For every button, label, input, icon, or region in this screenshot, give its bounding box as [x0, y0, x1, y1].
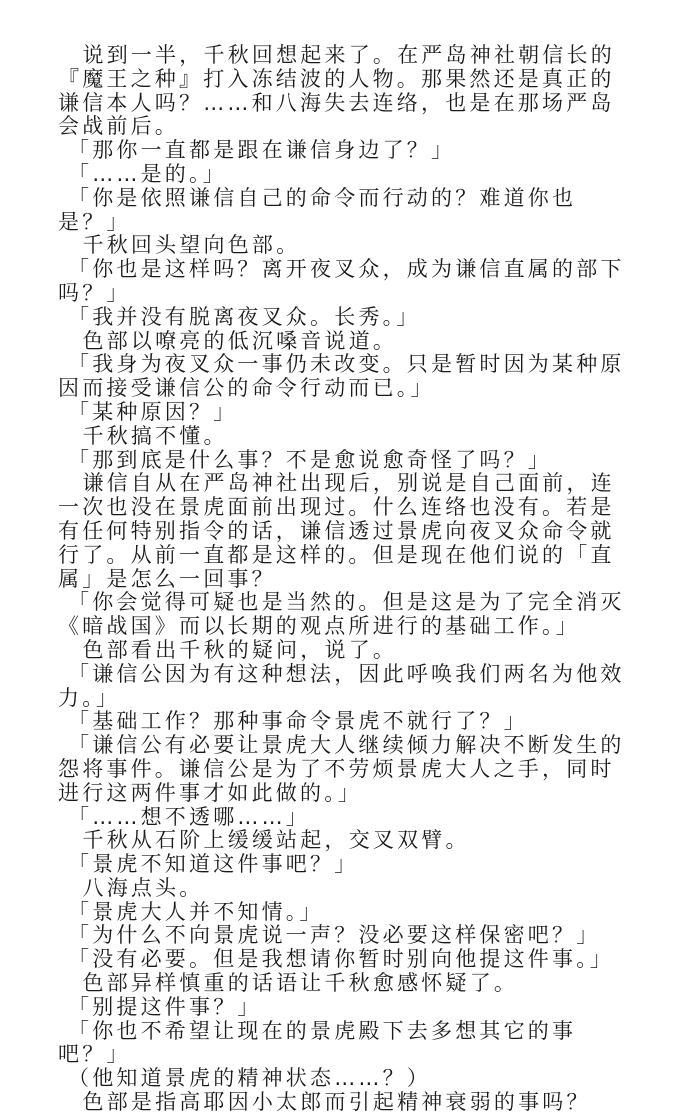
dialog-line: 「那你一直都是跟在谦信身边了？」 [68, 138, 456, 163]
dialog-line: 「没有必要。但是我想请你暂时别向他提这件事。」 [68, 947, 615, 972]
dialog-line: 「为什么不向景虎说一声？没必要这样保密吧？」 [68, 923, 601, 948]
dialog-line: 「我身为夜叉众一事仍未改变。只是暂时因为某种原因而接受谦信公的命令行动而已。」 [58, 352, 625, 401]
dialog-line: 「你是依照谦信自己的命令而行动的？难道你也是？」 [58, 185, 577, 234]
dialog-line: 「某种原因？」 [68, 399, 238, 424]
dialog-line: 「……是的。」 [68, 161, 227, 186]
dialog-line: 「基础工作？那种事命令景虎不就行了？」 [68, 709, 528, 734]
paragraph: 色部是指高耶因小太郎而引起精神衰弱的事吗？ [82, 1090, 591, 1115]
dialog-line: 「……想不透哪……」 [68, 804, 310, 829]
dialog-line: 「你也是这样吗？离开夜叉众，成为谦信直属的部下吗？」 [58, 257, 625, 305]
paragraph: 八海点头。 [82, 875, 204, 900]
paragraph: 千秋搞不懂。 [82, 423, 228, 448]
document-page [58, 44, 630, 1115]
paragraph: 色部看出千秋的疑问，说了。 [82, 637, 398, 662]
paragraph: 色部异样慎重的话语让千秋愈感怀疑了。 [82, 971, 519, 996]
dialog-line: 「你也不希望让现在的景虎殿下去多想其它的事吧？」 [58, 1018, 577, 1067]
paragraph: 说到一半，千秋回想起来了。在严岛神社朝信长的『魔王之种』打入冻结波的人物。那果然还是真正的谦信本人吗？……和八海失去连络，也是在那场严岛会战前后。 [58, 43, 615, 139]
thought-line: （他知道景虎的精神状态……？） [68, 1066, 431, 1091]
dialog-line: 「景虎大人并不知情。」 [68, 899, 324, 924]
paragraph: 谦信自从在严岛神社出现后，别说是自己面前，连一次也没在景虎面前出现过。什么连络也没有。若是有任何特别指令的话，谦信透过景虎向夜叉众命令就行了。从前一直都是这样的。但是现在他们说的「直属」是怎么一回事？ [58, 471, 615, 591]
dialog-line: 「谦信公因为有这种想法，因此呼唤我们两名为他效力。」 [58, 661, 625, 710]
dialog-line: 「谦信公有必要让景虎大人继续倾力解决不断发生的怨将事件。谦信公是为了不劳烦景虎大人之手，同时进行这两件事才如此做的。」 [58, 733, 625, 805]
dialog-line: 「景虎不知道这件事吧？」 [68, 852, 359, 877]
dialog-line: 「我并没有脱离夜叉众。长秀。」 [68, 304, 421, 329]
dialog-line: 「你会觉得可疑也是当然的。但是这是为了完全消灭《暗战国》而以长期的观点所进行的基础工作。」 [58, 590, 625, 639]
paragraph: 千秋回头望向色部。 [82, 233, 301, 258]
dialog-line: 「别提这件事？」 [68, 994, 262, 1019]
dialog-line: 「那到底是什么事？不是愈说愈奇怪了吗？」 [68, 447, 552, 472]
paragraph: 色部以嘹亮的低沉嗓音说道。 [82, 328, 398, 353]
paragraph: 千秋从石阶上缓缓站起，交叉双臂。 [82, 828, 470, 853]
